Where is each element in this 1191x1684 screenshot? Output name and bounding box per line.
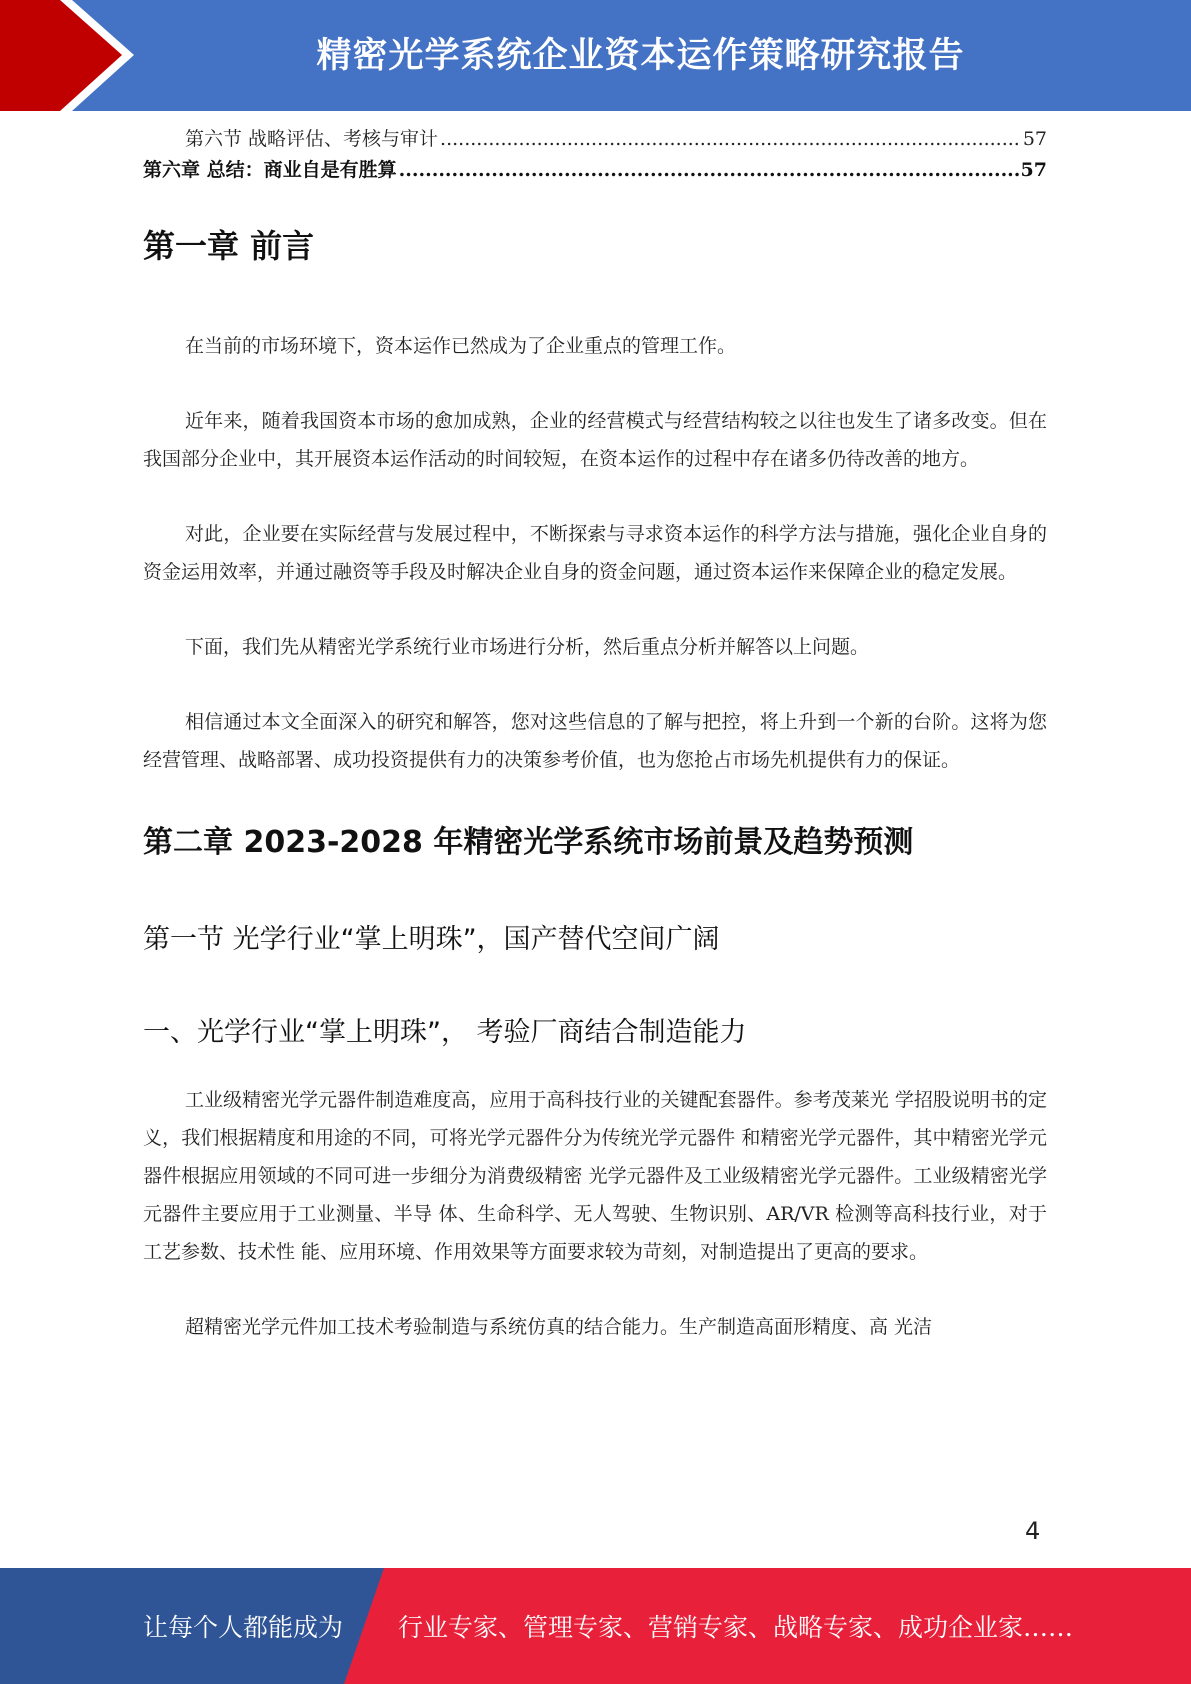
toc-item-page: 57 xyxy=(1022,128,1047,150)
footer-slogan-right: 行业专家、管理专家、营销专家、战略专家、成功企业家…… xyxy=(398,1613,1074,1642)
page-content xyxy=(143,124,1047,1346)
footer-band xyxy=(0,1568,1191,1684)
section-heading: 第一节 光学行业“掌上明珠”，国产替代空间广阔 xyxy=(143,924,720,955)
toc-item-section[interactable] xyxy=(143,124,1047,155)
paragraph: 近年来，随着我国资本市场的愈加成熟，企业的经营模式与经营结构较之以往也发生了诸多改变。但在我国部分企业中，其开展资本运作活动的时间较短，在资本运作的过程中存在诸多仍待改善的地方。 xyxy=(143,410,1047,470)
document-title: 精密光学系统企业资本运作策略研究报告 xyxy=(316,36,965,76)
chapter-heading: 第二章 2023-2028 年精密光学系统市场前景及趋势预测 xyxy=(143,825,914,860)
toc-item-title: 第六节 战略评估、考核与审计 xyxy=(185,128,439,150)
toc-item-title: 第六章 总结：商业自是有胜算 xyxy=(143,159,397,181)
paragraph: 在当前的市场环境下，资本运作已然成为了企业重点的管理工作。 xyxy=(185,335,737,357)
page-number: 4 xyxy=(1025,1517,1041,1545)
toc-item-page: 57 xyxy=(1020,159,1047,181)
paragraph: 下面，我们先从精密光学系统行业市场进行分析，然后重点分析并解答以上问题。 xyxy=(185,636,870,658)
paragraph: 工业级精密光学元器件制造难度高，应用于高科技行业的关键配套器件。参考茂莱光 学招股说明书的定义，我们根据精度和用途的不同，可将光学元器件分为传统光学元器件 和精密光学元器件，其中精密光学元器件根据应用领域的不同可进一步细分为消费级精密 光学元器件及工业级精密光学元器件。工业级精密光学元器件主要应用于工业测量、半导 体、生命科学、无人驾驶、生物识别、AR/VR 检测等高科技行业，对于工艺参数、技术性 能、应用环境、作用效果等方面要求较为苛刻，对制造提出了更高的要求。 xyxy=(143,1089,1047,1263)
toc xyxy=(143,124,1047,186)
paragraph: 超精密光学元件加工技术考验制造与系统仿真的结合能力。生产制造高面形精度、高 光洁 xyxy=(185,1316,933,1338)
subsection-heading: 一、光学行业“掌上明珠”， 考验厂商结合制造能力 xyxy=(143,1017,747,1048)
toc-leader-dots xyxy=(399,155,1019,186)
paragraph: 对此，企业要在实际经营与发展过程中，不断探索与寻求资本运作的科学方法与措施，强化企业自身的资金运用效率，并通过融资等手段及时解决企业自身的资金问题，通过资本运作来保障企业的稳定发展。 xyxy=(143,523,1047,583)
toc-item-chapter[interactable] xyxy=(143,155,1047,186)
footer-slogan-left: 让每个人都能成为 xyxy=(143,1613,344,1642)
toc-leader-dots xyxy=(440,124,1021,155)
paragraph: 相信通过本文全面深入的研究和解答，您对这些信息的了解与把控，将上升到一个新的台阶。这将为您经营管理、战略部署、成功投资提供有力的决策参考价值，也为您抢占市场先机提供有力的保证。 xyxy=(143,711,1047,771)
header-band xyxy=(0,0,1191,111)
chapter-heading: 第一章 前言 xyxy=(143,227,315,265)
